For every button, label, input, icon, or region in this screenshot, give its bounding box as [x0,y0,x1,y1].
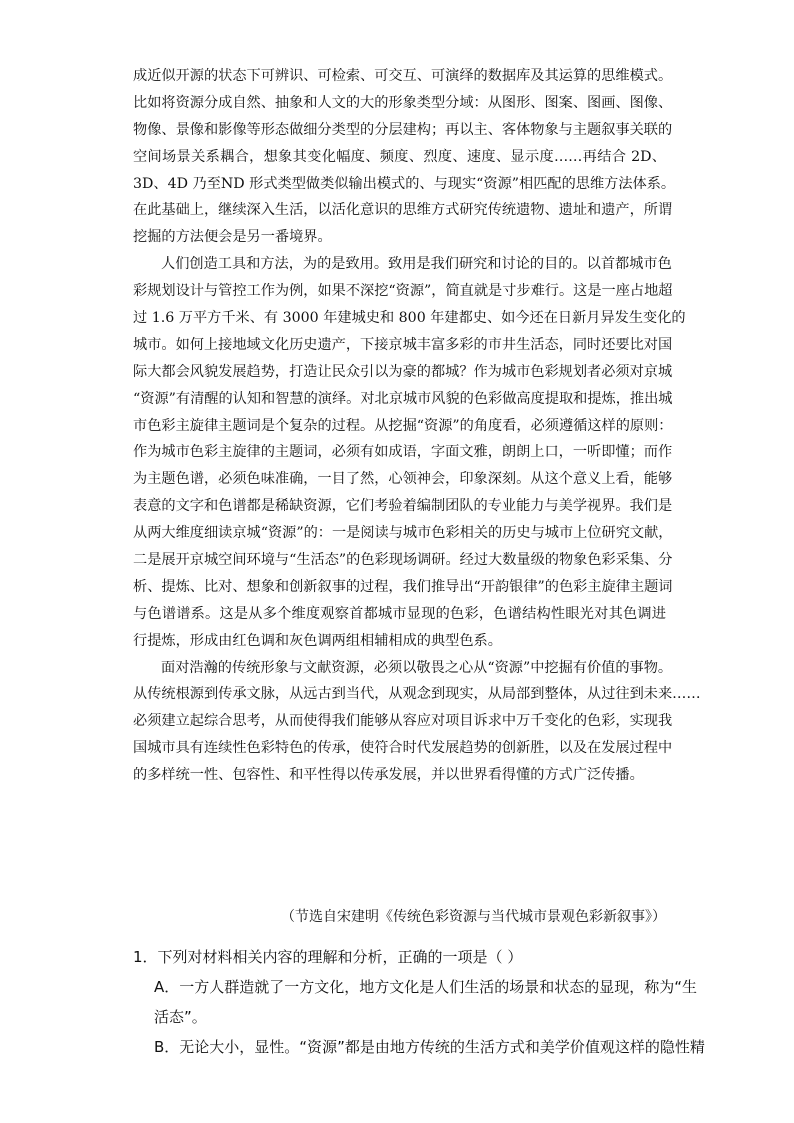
passage-line: 面对浩瀚的传统形象与文献资源，必须以敬畏之心从“资源”中挖掘有价值的事物。 [161,659,673,676]
passage-line: 从两大维度细读京城“资源”的：一是阅读与城市色彩相关的历史与城市上位研究文献， [133,525,673,542]
passage-line: 际大都会风貌发展趋势，打造让民众引以为豪的都城？作为城市色彩规划者必须对京城 [133,363,673,380]
passage-line: 人们创造工具和方法，为的是致用。致用是我们研究和讨论的目的。以首都城市色 [161,256,672,273]
passage-line: 作为城市色彩主旋律的主题词，必须有如成语，字面文雅，朗朗上口，一听即懂；而作 [133,444,673,461]
passage-line: 城市。如何上接地域文化历史遗产，下接京城丰富多彩的市井生活态，同时还要比对国 [133,336,673,353]
passage-line: 3D、4D 乃至ND 形式类型做类似输出模式的、与现实“资源”相匹配的思维方法体系。 [133,175,676,192]
passage-line: 国城市具有连续性色彩特色的传承，使符合时代发展趋势的创新胜，以及在发展过程中 [133,740,673,757]
passage-line: 比如将资源分成自然、抽象和人文的大的形象类型分域：从图形、图案、图画、图像、 [133,94,673,111]
passage-line: 行提炼，形成由红色调和灰色调两组相辅相成的典型色系。 [133,632,502,649]
option-line: B．无论大小，显性。“资源”都是由地方传统的生活方式和美学价值观这样的隐性精 [154,1038,705,1056]
passage-line: 析、提炼、比对、想象和创新叙事的过程，我们推导出“开韵银律”的色彩主旋律主题词 [133,578,673,595]
source-citation: （节选自宋建明《传统色彩资源与当代城市景观色彩新叙事》） [281,909,666,925]
passage-line: 挖掘的方法便会是另一番境界。 [133,229,332,246]
passage-line: 空间场景关系耦合，想象其变化幅度、频度、烈度、速度、显示度……再结合 2D、 [133,148,666,165]
passage-line: 彩规划设计与管控工作为例，如果不深挖“资源”，简直就是寸步难行。这是一座占地超 [133,283,673,300]
passage-line: 必须建立起综合思考，从而使得我们能够从容应对项目诉求中万千变化的色彩，实现我 [133,713,673,730]
passage-line: 二是展开京城空间环境与“生活态”的色彩现场调研。经过大数量级的物象色彩采集、分 [133,552,673,569]
passage-line: 物像、景像和影像等形态做细分类型的分层建构；再以主、客体物象与主题叙事关联的 [133,121,673,138]
question-1 [133,942,705,1062]
passage-line: 在此基础上，继续深入生活，以活化意识的思维方式研究传统遗物、遗址和遗产，所谓 [133,202,673,219]
passage-line: “资源”有清醒的认知和智慧的演绎。对北京城市风貌的色彩做高度提取和提炼，推出城 [133,390,673,407]
reading-passage [133,63,701,789]
passage-line: 从传统根源到传承文脉，从远古到当代，从观念到现实，从局部到整体，从过往到未来…… [133,686,701,703]
option-line: 活态”。 [154,1008,207,1026]
question-stem: 1．下列对材料相关内容的理解和分析，正确的一项是（ ） [133,948,523,966]
passage-line: 为主题色谱，必须色味准确，一目了然，心领神会，印象深刻。从这个意义上看，能够 [133,471,673,488]
passage-line: 过 1.6 万平方千米、有 3000 年建城史和 800 年建都史、如今还在日新月异发生变化的 [133,310,686,327]
passage-line: 市色彩主旋律主题词是个复杂的过程。从挖掘“资源”的角度看，必须遵循这样的原则： [133,417,673,434]
passage-line: 表意的文字和色谱都是稀缺资源，它们考验着编制团队的专业能力与美学视界。我们是 [133,498,673,515]
passage-line: 与色谱谱系。这是从多个维度观察首都城市显现的色彩，色谱结构性眼光对其色调进 [133,605,666,622]
passage-line: 成近似开源的状态下可辨识、可检索、可交互、可演绎的数据库及其运算的思维模式。 [133,68,673,84]
passage-line: 的多样统一性、包容性、和平性得以传承发展，并以世界看得懂的方式广泛传播。 [133,767,644,784]
option-line: A．一方人群造就了一方文化，地方文化是人们生活的场景和状态的显现，称为“生 [154,978,698,996]
